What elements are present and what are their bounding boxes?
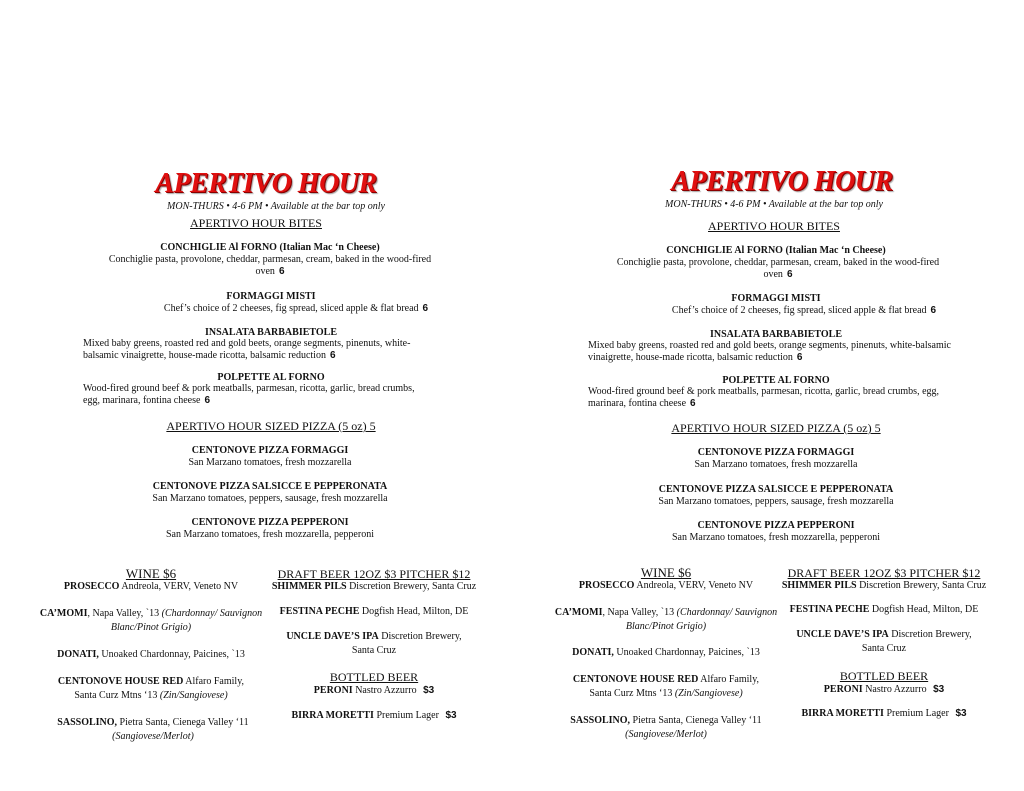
pizza-desc: San Marzano tomatoes, fresh mozzarella, pepperoni xyxy=(166,529,374,540)
menu-right xyxy=(524,0,1004,791)
menu-item-price: 6 xyxy=(786,269,793,280)
draft-item: SHIMMER PILS Discretion Brewery, Santa Cruz xyxy=(781,580,987,591)
draft-item: FESTINA PECHE Dogfish Head, Milton, DE xyxy=(279,606,469,617)
menu-subtitle: MON-THURS • 4-6 PM • Available at the bar top only xyxy=(167,201,385,212)
bites-heading: APERTIVO HOUR BITES xyxy=(190,216,322,230)
wine-item: DONATI, Unoaked Chardonnay, Paicines, `13 xyxy=(57,649,245,660)
bites-heading: APERTIVO HOUR BITES xyxy=(708,219,840,233)
menu-item-name: FORMAGGI MISTI xyxy=(226,291,316,302)
menu-item-desc: Wood-fired ground beef & pork meatballs, parmesan, ricotta, garlic, bread crumbs, egg, marinara, fontina cheese 6 xyxy=(83,383,415,406)
draft-item: FESTINA PECHE Dogfish Head, Milton, DE xyxy=(789,604,979,615)
pizza-name: CENTONOVE PIZZA PEPPERONI xyxy=(697,520,855,531)
pizza-heading: APERTIVO HOUR SIZED PIZZA (5 oz) 5 xyxy=(166,419,376,433)
bottled-item: PERONI Nastro Azzurro $3 xyxy=(313,685,435,696)
menu-item-name: POLPETTE AL FORNO xyxy=(722,375,830,386)
menu-subtitle: MON-THURS • 4-6 PM • Available at the bar top only xyxy=(665,199,883,210)
pizza-name: CENTONOVE PIZZA FORMAGGI xyxy=(697,447,855,458)
menu-title: APERTIVO HOUR xyxy=(671,166,893,197)
menu-item-desc: Mixed baby greens, roasted red and gold beets, orange segments, pinenuts, white-balsamic vinaigrette, house-made ricotta, balsamic reduction 6 xyxy=(83,338,411,361)
wine-item: CA’MOMI, Napa Valley, `13 (Chardonnay/ Sauvignon Blanc/Pinot Grigio) xyxy=(554,607,778,632)
menu-item-desc: Mixed baby greens, roasted red and gold beets, orange segments, pinenuts, white-balsamic vinaigrette, house-made ricotta, balsamic reduction 6 xyxy=(588,340,951,363)
menu-item-desc: Conchiglie pasta, provolone, cheddar, parmesan, cream, baked in the wood-fired oven 6 xyxy=(616,257,940,280)
menu-item-name: INSALATA BARBABIETOLE xyxy=(205,327,337,338)
draft-heading: DRAFT BEER 12OZ $3 PITCHER $12 xyxy=(787,566,981,580)
menu-item-price: 6 xyxy=(690,398,696,409)
draft-item: UNCLE DAVE’S IPA Discretion Brewery, Santa Cruz xyxy=(286,631,462,656)
menu-item-name: CONCHIGLIE Al FORNO (Italian Mac ‘n Cheese) xyxy=(666,245,886,256)
pizza-name: CENTONOVE PIZZA SALSICCE E PEPPERONATA xyxy=(658,484,894,495)
menu-left xyxy=(16,0,496,791)
wine-item: SASSOLINO, Pietra Santa, Cienega Valley ‘11 (Sangiovese/Merlot) xyxy=(57,717,249,742)
bottled-item: PERONI Nastro Azzurro $3 xyxy=(823,684,945,695)
menu-item-name: INSALATA BARBABIETOLE xyxy=(710,329,842,340)
pizza-desc: San Marzano tomatoes, fresh mozzarella, pepperoni xyxy=(672,532,880,543)
draft-item: SHIMMER PILS Discretion Brewery, Santa Cruz xyxy=(271,581,477,592)
wine-item: CENTONOVE HOUSE RED Alfaro Family, Santa Curz Mtns ‘13 (Zin/Sangiovese) xyxy=(572,674,760,699)
menu-item-name: FORMAGGI MISTI xyxy=(731,293,821,304)
bottled-item: BIRRA MORETTI Premium Lager $3 xyxy=(801,708,967,719)
menu-item-name: CONCHIGLIE Al FORNO (Italian Mac ‘n Cheese) xyxy=(160,242,380,253)
menu-item-price: 6 xyxy=(930,305,937,316)
menu-item-price: 6 xyxy=(329,350,336,361)
wine-heading: WINE $6 xyxy=(640,565,692,580)
bottled-heading: BOTTLED BEER xyxy=(329,670,419,684)
menu-item-price: 6 xyxy=(422,303,429,314)
pizza-desc: San Marzano tomatoes, peppers, sausage, fresh mozzarella xyxy=(658,496,894,507)
draft-heading: DRAFT BEER 12OZ $3 PITCHER $12 xyxy=(277,567,471,581)
wine-item: SASSOLINO, Pietra Santa, Cienega Valley ‘11 (Sangiovese/Merlot) xyxy=(570,715,762,740)
menu-item-price: 6 xyxy=(204,395,211,406)
pizza-name: CENTONOVE PIZZA PEPPERONI xyxy=(191,517,349,528)
pizza-name: CENTONOVE PIZZA FORMAGGI xyxy=(191,445,349,456)
menu-item-desc: Conchiglie pasta, provolone, cheddar, parmesan, cream, baked in the wood-fired oven 6 xyxy=(108,254,432,277)
wine-heading: WINE $6 xyxy=(125,566,177,581)
draft-item: UNCLE DAVE’S IPA Discretion Brewery, Santa Cruz xyxy=(796,629,972,654)
wine-item: CA’MOMI, Napa Valley, `13 (Chardonnay/ Sauvignon Blanc/Pinot Grigio) xyxy=(39,608,263,633)
pizza-heading: APERTIVO HOUR SIZED PIZZA (5 oz) 5 xyxy=(671,421,881,435)
bottled-heading: BOTTLED BEER xyxy=(839,669,929,683)
bottled-item: BIRRA MORETTI Premium Lager $3 xyxy=(291,710,457,721)
menu-item-name: POLPETTE AL FORNO xyxy=(217,372,325,383)
pizza-desc: San Marzano tomatoes, fresh mozzarella xyxy=(188,457,352,468)
menu-item-price: 6 xyxy=(796,352,803,363)
menu-item-desc: Chef’s choice of 2 cheeses, fig spread, sliced apple & flat bread 6 xyxy=(671,305,937,316)
wine-item: PROSECCO Andreola, VERV, Veneto NV xyxy=(63,581,239,592)
menu-item-desc: Chef’s choice of 2 cheeses, fig spread, sliced apple & flat bread 6 xyxy=(163,303,429,314)
menu-item-price: 6 xyxy=(278,266,285,277)
pizza-name: CENTONOVE PIZZA SALSICCE E PEPPERONATA xyxy=(152,481,388,492)
pizza-desc: San Marzano tomatoes, fresh mozzarella xyxy=(694,459,858,470)
pizza-desc: San Marzano tomatoes, peppers, sausage, fresh mozzarella xyxy=(152,493,388,504)
menu-item-desc: Wood-fired ground beef & pork meatballs, parmesan, ricotta, garlic, bread crumbs, egg, marinara, fontina cheese 6 xyxy=(588,386,940,409)
wine-item: PROSECCO Andreola, VERV, Veneto NV xyxy=(578,580,754,591)
wine-item: CENTONOVE HOUSE RED Alfaro Family, Santa Curz Mtns ‘13 (Zin/Sangiovese) xyxy=(57,676,245,701)
wine-item: DONATI, Unoaked Chardonnay, Paicines, `13 xyxy=(572,647,760,658)
menu-title: APERTIVO HOUR xyxy=(155,168,377,199)
